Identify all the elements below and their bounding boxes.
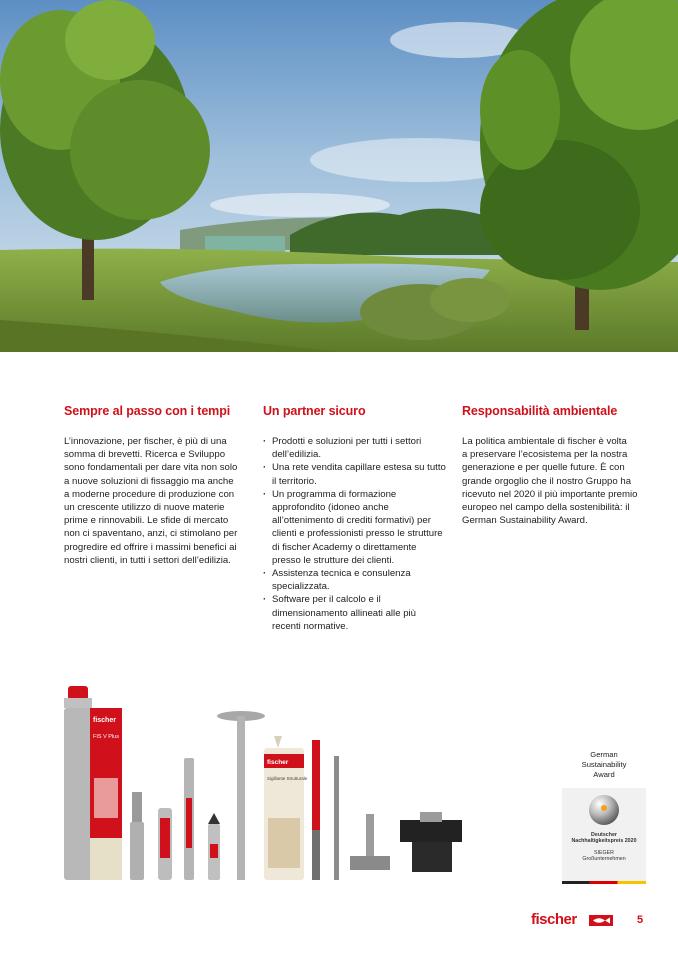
svg-text:FIS V Plus: FIS V Plus xyxy=(93,734,119,740)
page-number: 5 xyxy=(637,914,644,926)
screw xyxy=(334,756,339,880)
column-title: Un partner sicuro xyxy=(263,404,366,418)
injection-cartridge xyxy=(64,686,122,880)
hammer-bolt xyxy=(350,814,390,870)
column-title: Sempre al passo con i tempi xyxy=(64,404,231,418)
frame-fixing xyxy=(184,758,194,880)
insulation-anchor xyxy=(217,711,265,880)
products-image xyxy=(60,678,480,888)
fischer-logo: fischer xyxy=(531,911,577,928)
sustainability-award xyxy=(562,750,646,884)
fischer-fish-logo-icon xyxy=(589,915,613,926)
column-innovation xyxy=(64,404,249,567)
hero-landscape-image xyxy=(0,0,678,352)
column-partner xyxy=(263,404,448,633)
toggle-plug xyxy=(208,813,220,880)
svg-text:Sigillante Strutturale: Sigillante Strutturale xyxy=(267,776,308,781)
list-item: · Prodotti e soluzioni per tutti i settori dell’edilizia. xyxy=(263,435,448,461)
list-item: · Un programma di formazione approfondito (idoneo anche all’ottenimento di crediti formativi) per clienti e professionisti presso le strutture di fischer Academy o direttamente presso le strutture dei clienti. xyxy=(263,488,448,567)
bullet-list xyxy=(263,435,448,633)
list-item: · Software per il calcolo e il dimensionamento allineati alle più recenti normative. xyxy=(263,593,448,633)
anchor-bolt xyxy=(130,792,144,880)
list-item: · Una rete vendita capillare estesa su tutto il territorio. xyxy=(263,461,448,487)
award-sphere-icon xyxy=(588,794,620,826)
svg-text:fischer: fischer xyxy=(267,759,289,766)
column-text: L’innovazione, per fischer, è più di una somma di brevetti. Ricerca e Sviluppo sono fondamentali per dare vita non solo a nuove soluzioni di fissaggio ma anche a moderne procedure di produzione con un crescente utilizzo di nuove materie prime e rinnovabili. Le sfide di mercato non ci spaventano, anzi, ci stimolano per progredire ed offrire i massimi benefici ai nostri clienti, in tutti i settori dell’edilizia. xyxy=(64,436,238,566)
award-label: German Sustainability Award xyxy=(581,750,627,779)
column-title: Responsabilità ambientale xyxy=(462,404,618,418)
sealant-tube xyxy=(264,736,308,880)
column-environment xyxy=(462,404,657,527)
german-flag-stripe xyxy=(562,881,646,884)
drill-bit xyxy=(312,740,320,880)
solar-clamp xyxy=(400,812,462,872)
wall-plug xyxy=(158,808,172,880)
svg-text:fischer: fischer xyxy=(93,717,116,724)
award-card: Deutscher Nachhaltigkeitspreis 2020 SIEGER Großunternehmen xyxy=(562,788,646,884)
list-item: · Assistenza tecnica e consulenza specializzata. xyxy=(263,567,448,593)
column-text: La politica ambientale di fischer è volta a preservare l’ecosistema per la nostra generazione e per quelle future. È con grande orgoglio che il nostro Gruppo ha ricevuto nel 2020 il più importante premio europeo nel campo della sostenibilità: il German Sustainability Award. xyxy=(462,436,638,527)
